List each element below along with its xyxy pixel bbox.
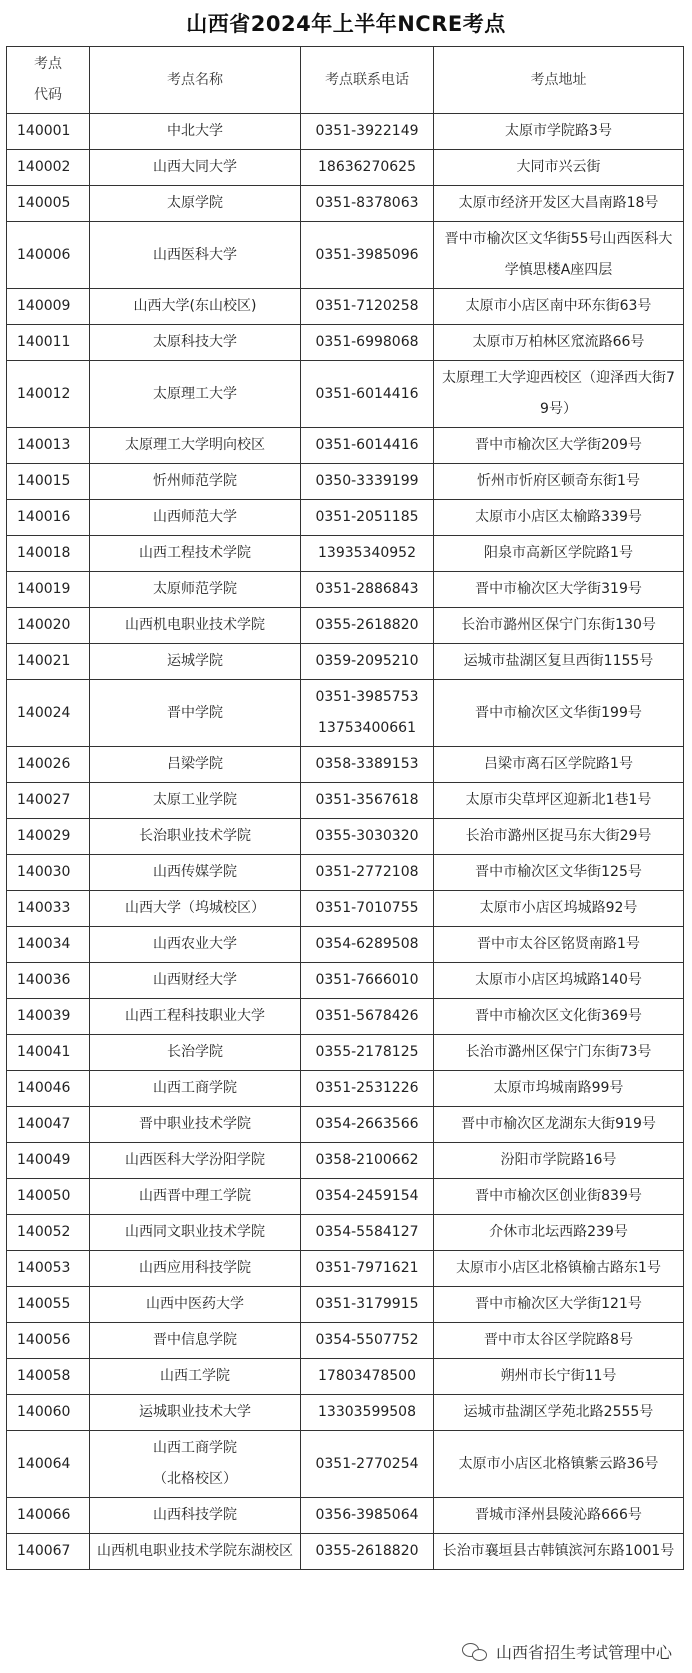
cell-code: 140018 xyxy=(7,536,90,572)
cell-phone: 0351-6014416 xyxy=(301,428,434,464)
cell-name: 太原学院 xyxy=(90,186,301,222)
table-row xyxy=(7,114,684,150)
cell-code: 140067 xyxy=(7,1534,90,1570)
cell-address: 晋中市榆次区大学街209号 xyxy=(434,428,684,464)
cell-name: 晋中学院 xyxy=(90,680,301,747)
cell-code: 140036 xyxy=(7,963,90,999)
header-row xyxy=(7,47,684,114)
cell-code: 140050 xyxy=(7,1179,90,1215)
cell-address: 太原市小店区坞城路140号 xyxy=(434,963,684,999)
cell-phone: 0359-2095210 xyxy=(301,644,434,680)
table-row xyxy=(7,464,684,500)
cell-address: 晋中市榆次区文华街55号山西医科大学慎思楼A座四层 xyxy=(434,222,684,289)
cell-phone: 0358-2100662 xyxy=(301,1143,434,1179)
cell-address: 运城市盐湖区学苑北路2555号 xyxy=(434,1395,684,1431)
cell-name: 山西大学(东山校区) xyxy=(90,289,301,325)
cell-name: 山西机电职业技术学院 xyxy=(90,608,301,644)
table-row xyxy=(7,500,684,536)
cell-address: 太原市尖草坪区迎新北1巷1号 xyxy=(434,783,684,819)
cell-address: 晋中市榆次区大学街319号 xyxy=(434,572,684,608)
cell-name: 山西工学院 xyxy=(90,1359,301,1395)
cell-name: 运城职业技术大学 xyxy=(90,1395,301,1431)
cell-name: 山西中医药大学 xyxy=(90,1287,301,1323)
cell-address: 晋中市榆次区文华街125号 xyxy=(434,855,684,891)
cell-phone: 0351-3985753 13753400661 xyxy=(301,680,434,747)
cell-phone: 0351-2886843 xyxy=(301,572,434,608)
header-name: 考点名称 xyxy=(90,47,301,114)
cell-code: 140053 xyxy=(7,1251,90,1287)
cell-name: 山西工商学院 xyxy=(90,1071,301,1107)
cell-phone: 0351-3567618 xyxy=(301,783,434,819)
cell-name: 山西农业大学 xyxy=(90,927,301,963)
table-row xyxy=(7,1323,684,1359)
cell-address: 太原市小店区坞城路92号 xyxy=(434,891,684,927)
cell-address: 太原市小店区南中环东街63号 xyxy=(434,289,684,325)
cell-phone: 0356-3985064 xyxy=(301,1498,434,1534)
cell-address: 太原市坞城南路99号 xyxy=(434,1071,684,1107)
cell-code: 140033 xyxy=(7,891,90,927)
cell-address: 晋中市榆次区大学街121号 xyxy=(434,1287,684,1323)
cell-address: 晋中市榆次区文华街199号 xyxy=(434,680,684,747)
cell-name: 长治学院 xyxy=(90,1035,301,1071)
table-row xyxy=(7,1143,684,1179)
footer-watermark xyxy=(462,1640,672,1663)
cell-name: 山西工程技术学院 xyxy=(90,536,301,572)
cell-name: 太原理工大学明向校区 xyxy=(90,428,301,464)
table-row xyxy=(7,999,684,1035)
cell-code: 140056 xyxy=(7,1323,90,1359)
cell-code: 140020 xyxy=(7,608,90,644)
cell-address: 太原理工大学迎西校区（迎泽西大街79号） xyxy=(434,361,684,428)
cell-address: 大同市兴云街 xyxy=(434,150,684,186)
cell-address: 晋中市榆次区龙湖东大街919号 xyxy=(434,1107,684,1143)
cell-code: 140006 xyxy=(7,222,90,289)
cell-code: 140024 xyxy=(7,680,90,747)
cell-phone: 0351-7666010 xyxy=(301,963,434,999)
cell-code: 140047 xyxy=(7,1107,90,1143)
cell-name: 山西大同大学 xyxy=(90,150,301,186)
cell-name: 山西医科大学 xyxy=(90,222,301,289)
cell-code: 140064 xyxy=(7,1431,90,1498)
cell-name: 运城学院 xyxy=(90,644,301,680)
header-code: 考点 代码 xyxy=(7,47,90,114)
cell-phone: 0351-2531226 xyxy=(301,1071,434,1107)
table-row xyxy=(7,325,684,361)
cell-phone: 0351-8378063 xyxy=(301,186,434,222)
cell-address: 晋中市太谷区学院路8号 xyxy=(434,1323,684,1359)
cell-phone: 0355-3030320 xyxy=(301,819,434,855)
cell-code: 140029 xyxy=(7,819,90,855)
cell-phone: 0354-2663566 xyxy=(301,1107,434,1143)
cell-address: 晋中市榆次区文化街369号 xyxy=(434,999,684,1035)
cell-address: 长治市襄垣县古韩镇滨河东路1001号 xyxy=(434,1534,684,1570)
table-row xyxy=(7,1035,684,1071)
cell-address: 介休市北坛西路239号 xyxy=(434,1215,684,1251)
cell-code: 140066 xyxy=(7,1498,90,1534)
exam-sites-table xyxy=(6,46,684,1570)
cell-phone: 0351-3985096 xyxy=(301,222,434,289)
cell-code: 140012 xyxy=(7,361,90,428)
cell-address: 长治市潞州区保宁门东街73号 xyxy=(434,1035,684,1071)
cell-code: 140060 xyxy=(7,1395,90,1431)
header-phone: 考点联系电话 xyxy=(301,47,434,114)
cell-phone: 0351-2051185 xyxy=(301,500,434,536)
cell-code: 140030 xyxy=(7,855,90,891)
cell-code: 140052 xyxy=(7,1215,90,1251)
cell-name: 山西应用科技学院 xyxy=(90,1251,301,1287)
cell-address: 阳泉市高新区学院路1号 xyxy=(434,536,684,572)
cell-name: 山西医科大学汾阳学院 xyxy=(90,1143,301,1179)
cell-name: 晋中职业技术学院 xyxy=(90,1107,301,1143)
cell-code: 140015 xyxy=(7,464,90,500)
cell-code: 140016 xyxy=(7,500,90,536)
table-row xyxy=(7,783,684,819)
cell-code: 140034 xyxy=(7,927,90,963)
cell-phone: 0350-3339199 xyxy=(301,464,434,500)
table-row xyxy=(7,289,684,325)
table-row xyxy=(7,644,684,680)
cell-phone: 0351-2770254 xyxy=(301,1431,434,1498)
table-row xyxy=(7,536,684,572)
cell-name: 山西科技学院 xyxy=(90,1498,301,1534)
table-row xyxy=(7,361,684,428)
table-row xyxy=(7,1498,684,1534)
cell-address: 太原市小店区太榆路339号 xyxy=(434,500,684,536)
table-row xyxy=(7,891,684,927)
cell-code: 140005 xyxy=(7,186,90,222)
cell-name: 山西晋中理工学院 xyxy=(90,1179,301,1215)
cell-phone: 0351-2772108 xyxy=(301,855,434,891)
cell-code: 140013 xyxy=(7,428,90,464)
table-row xyxy=(7,1431,684,1498)
cell-name: 忻州师范学院 xyxy=(90,464,301,500)
cell-address: 吕梁市离石区学院路1号 xyxy=(434,747,684,783)
table-row xyxy=(7,150,684,186)
table-row xyxy=(7,927,684,963)
table-row xyxy=(7,1287,684,1323)
cell-code: 140046 xyxy=(7,1071,90,1107)
cell-phone: 0354-2459154 xyxy=(301,1179,434,1215)
table-row xyxy=(7,1215,684,1251)
cell-name: 中北大学 xyxy=(90,114,301,150)
table-header xyxy=(7,47,684,114)
cell-code: 140011 xyxy=(7,325,90,361)
footer-text: 山西省招生考试管理中心 xyxy=(495,1643,672,1662)
cell-code: 140026 xyxy=(7,747,90,783)
header-address: 考点地址 xyxy=(434,47,684,114)
cell-address: 太原市万柏林区窊流路66号 xyxy=(434,325,684,361)
cell-address: 太原市小店区北格镇紫云路36号 xyxy=(434,1431,684,1498)
cell-code: 140058 xyxy=(7,1359,90,1395)
wechat-icon xyxy=(462,1642,488,1662)
table-row xyxy=(7,747,684,783)
cell-phone: 17803478500 xyxy=(301,1359,434,1395)
cell-phone: 0355-2178125 xyxy=(301,1035,434,1071)
cell-name: 山西师范大学 xyxy=(90,500,301,536)
cell-address: 晋中市榆次区创业街839号 xyxy=(434,1179,684,1215)
cell-phone: 0351-6014416 xyxy=(301,361,434,428)
table-row xyxy=(7,1395,684,1431)
cell-address: 朔州市长宁街11号 xyxy=(434,1359,684,1395)
cell-phone: 13303599508 xyxy=(301,1395,434,1431)
cell-address: 太原市小店区北格镇榆古路东1号 xyxy=(434,1251,684,1287)
cell-name: 山西工程科技职业大学 xyxy=(90,999,301,1035)
cell-phone: 18636270625 xyxy=(301,150,434,186)
cell-phone: 0354-5507752 xyxy=(301,1323,434,1359)
table-body xyxy=(7,114,684,1570)
cell-code: 140041 xyxy=(7,1035,90,1071)
cell-name: 吕梁学院 xyxy=(90,747,301,783)
cell-phone: 0351-6998068 xyxy=(301,325,434,361)
table-row xyxy=(7,819,684,855)
cell-name: 山西同文职业技术学院 xyxy=(90,1215,301,1251)
cell-code: 140019 xyxy=(7,572,90,608)
page-title: 山西省2024年上半年NCRE考点 xyxy=(186,12,506,36)
cell-phone: 0351-7010755 xyxy=(301,891,434,927)
cell-phone: 0351-7120258 xyxy=(301,289,434,325)
cell-code: 140049 xyxy=(7,1143,90,1179)
cell-address: 运城市盐湖区复旦西街1155号 xyxy=(434,644,684,680)
cell-phone: 0351-5678426 xyxy=(301,999,434,1035)
cell-code: 140027 xyxy=(7,783,90,819)
cell-phone: 0351-3922149 xyxy=(301,114,434,150)
cell-phone: 0351-7971621 xyxy=(301,1251,434,1287)
cell-address: 汾阳市学院路16号 xyxy=(434,1143,684,1179)
cell-phone: 0354-6289508 xyxy=(301,927,434,963)
cell-phone: 0354-5584127 xyxy=(301,1215,434,1251)
cell-name: 长治职业技术学院 xyxy=(90,819,301,855)
cell-phone: 0355-2618820 xyxy=(301,1534,434,1570)
table-row xyxy=(7,963,684,999)
cell-address: 忻州市忻府区顿奇东街1号 xyxy=(434,464,684,500)
cell-address: 长治市潞州区保宁门东街130号 xyxy=(434,608,684,644)
table-row xyxy=(7,186,684,222)
cell-name: 太原工业学院 xyxy=(90,783,301,819)
cell-code: 140021 xyxy=(7,644,90,680)
cell-phone: 0355-2618820 xyxy=(301,608,434,644)
cell-name: 山西财经大学 xyxy=(90,963,301,999)
cell-code: 140001 xyxy=(7,114,90,150)
table-row xyxy=(7,1534,684,1570)
table-row xyxy=(7,680,684,747)
cell-phone: 13935340952 xyxy=(301,536,434,572)
table-row xyxy=(7,1071,684,1107)
cell-name: 山西工商学院 （北格校区） xyxy=(90,1431,301,1498)
table-row xyxy=(7,855,684,891)
cell-name: 太原理工大学 xyxy=(90,361,301,428)
table-row xyxy=(7,1179,684,1215)
cell-phone: 0351-3179915 xyxy=(301,1287,434,1323)
cell-address: 晋中市太谷区铭贤南路1号 xyxy=(434,927,684,963)
table-row xyxy=(7,1107,684,1143)
cell-code: 140039 xyxy=(7,999,90,1035)
table-row xyxy=(7,428,684,464)
cell-code: 140002 xyxy=(7,150,90,186)
cell-code: 140009 xyxy=(7,289,90,325)
cell-name: 山西大学（坞城校区） xyxy=(90,891,301,927)
cell-address: 晋城市泽州县陵沁路666号 xyxy=(434,1498,684,1534)
cell-phone: 0358-3389153 xyxy=(301,747,434,783)
table-row xyxy=(7,572,684,608)
cell-address: 长治市潞州区捉马东大街29号 xyxy=(434,819,684,855)
cell-name: 晋中信息学院 xyxy=(90,1323,301,1359)
table-row xyxy=(7,1359,684,1395)
cell-code: 140055 xyxy=(7,1287,90,1323)
cell-address: 太原市学院路3号 xyxy=(434,114,684,150)
table-row xyxy=(7,608,684,644)
table-row xyxy=(7,1251,684,1287)
cell-name: 太原师范学院 xyxy=(90,572,301,608)
cell-name: 山西机电职业技术学院东湖校区 xyxy=(90,1534,301,1570)
cell-name: 山西传媒学院 xyxy=(90,855,301,891)
cell-address: 太原市经济开发区大昌南路18号 xyxy=(434,186,684,222)
table-row xyxy=(7,222,684,289)
cell-name: 太原科技大学 xyxy=(90,325,301,361)
